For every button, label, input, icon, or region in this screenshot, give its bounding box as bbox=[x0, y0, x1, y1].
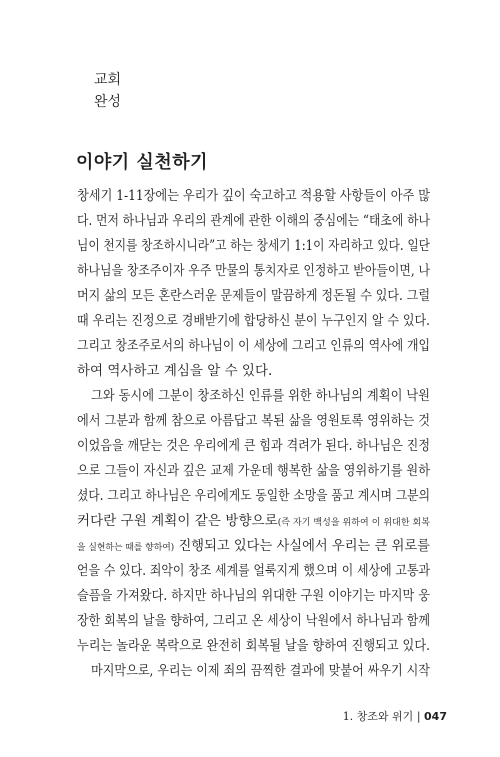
line-text: 얻을 수 있다. 죄악이 창조 세계를 얼룩지게 했으며 이 세상에 고통과 bbox=[77, 563, 430, 579]
line-text: 셨다. 그리고 하나님은 우리에게도 동일한 소망을 품고 계시며 그분의 bbox=[77, 488, 430, 504]
text-line bbox=[77, 309, 430, 334]
list-item: 교회 bbox=[94, 72, 122, 88]
line-text: 다. 먼저 하나님과 우리의 관계에 관한 이해의 중심에는 “태초에 하나 bbox=[77, 213, 430, 229]
text-line bbox=[77, 659, 430, 684]
text-line bbox=[77, 634, 430, 659]
text-line bbox=[77, 434, 430, 459]
text-line bbox=[77, 459, 430, 484]
line-text: 때 우리는 진정으로 경배받기에 합당하신 분이 누구인지 알 수 있다. bbox=[77, 313, 430, 329]
line-text: 에서 그분과 함께 참으로 아름답고 복된 삶을 영원토록 영위하는 것 bbox=[77, 413, 430, 429]
line-text: 그와 동시에 그분이 창조하신 인류를 위한 하나님의 계획이 낙원 bbox=[91, 388, 430, 404]
line-text: 마지막으로, 우리는 이제 죄의 끔찍한 결과에 맞붙어 싸우기 시작 bbox=[91, 663, 430, 679]
text-line bbox=[77, 184, 430, 209]
line-text: 님이 천지를 창조하시니라”고 하는 창세기 1:1이 자리하고 있다. 일단 bbox=[77, 238, 430, 254]
line-text: 그리고 창조주로서의 하나님이 이 세상에 그리고 인류의 역사에 개입 bbox=[77, 338, 430, 354]
text-line bbox=[77, 609, 430, 634]
topic-list bbox=[94, 69, 121, 113]
line-text: 이었음을 깨닫는 것은 우리에게 큰 힘과 격려가 된다. 하나님은 진정 bbox=[77, 438, 430, 454]
text-line bbox=[77, 559, 430, 584]
text-line bbox=[77, 584, 430, 609]
text-line bbox=[77, 284, 430, 309]
line-text: 커다란 구원 계획이 같은 방향으로 bbox=[77, 513, 278, 529]
body-text bbox=[77, 184, 430, 684]
parenthetical-note: 을 실현하는 때를 향하여) bbox=[77, 543, 175, 553]
line-text: 하여 역사하고 계심을 알 수 있다. bbox=[77, 363, 273, 379]
parenthetical-note: (즉 자기 백성을 위하여 이 위대한 회복 bbox=[277, 518, 431, 528]
footer-separator: | bbox=[416, 710, 421, 723]
text-line bbox=[77, 509, 430, 534]
line-text: 장한 회복의 날을 향하여, 그리고 온 세상이 낙원에서 하나님과 함께 bbox=[77, 613, 430, 629]
text-line bbox=[77, 409, 430, 434]
text-line bbox=[77, 334, 430, 359]
line-text: 머지 삶의 모든 혼란스러운 문제들이 말끔하게 정돈될 수 있다. 그럴 bbox=[77, 288, 430, 304]
page-footer bbox=[343, 708, 447, 724]
line-text: 으로 그들이 자신과 깊은 교제 가운데 행복한 삶을 영위하기를 원하 bbox=[77, 463, 430, 479]
page-number: 047 bbox=[424, 710, 447, 723]
text-line bbox=[77, 234, 430, 259]
section-title: 이야기 실천하기 bbox=[76, 152, 208, 173]
text-line bbox=[77, 259, 430, 284]
line-text: 슬픔을 가져왔다. 하지만 하나님의 위대한 구원 이야기는 마지막 웅 bbox=[77, 588, 430, 604]
text-line bbox=[77, 484, 430, 509]
chapter-title: 1. 창조와 위기 bbox=[342, 710, 414, 723]
line-text: 창세기 1-11장에는 우리가 깊이 숙고하고 적용할 사항들이 아주 많 bbox=[77, 188, 430, 204]
line-text: 누리는 놀라운 복락으로 완전히 회복될 날을 향하여 진행되고 있다. bbox=[77, 638, 430, 654]
text-line bbox=[77, 384, 430, 409]
list-item: 완성 bbox=[94, 94, 122, 110]
line-text: 진행되고 있다는 사실에서 우리는 큰 위로를 bbox=[174, 538, 430, 554]
text-line bbox=[77, 359, 430, 384]
text-line bbox=[77, 209, 430, 234]
line-text: 하나님을 창조주이자 우주 만물의 통치자로 인정하고 받아들이면, 나 bbox=[77, 263, 430, 279]
text-line bbox=[77, 534, 430, 559]
